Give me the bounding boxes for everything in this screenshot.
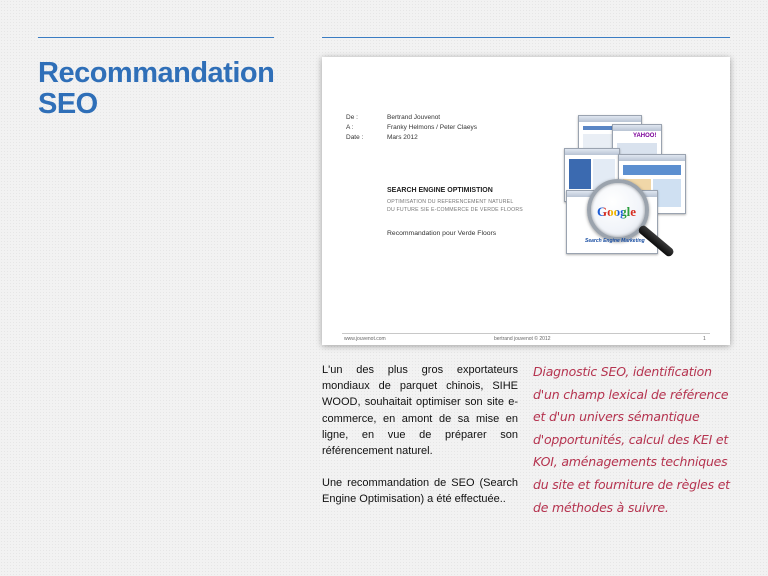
document-footer-copyright: bertrand jouvenot © 2012: [494, 336, 551, 342]
document-page-number: 1: [703, 336, 706, 342]
yahoo-badge: YAHOO!: [633, 133, 657, 139]
description-paragraph: Une recommandation de SEO (Search Engine Optimisation) a été effectuée..: [322, 477, 518, 506]
document-heading: SEARCH ENGINE OPTIMISTION: [387, 187, 493, 194]
highlight-text: Diagnostic SEO, identification d'un champ lexical de référence et d'un univers sémantique d'opportunités, calcul des KEI et KOI, aménagements techniques du site et fourniture de règles et de méthodes à suivre.: [533, 364, 730, 515]
meta-date-value: Mars 2012: [387, 134, 418, 141]
meta-to-value: Franky Helmons / Peter Claeys: [387, 124, 477, 131]
meta-from-label: De :: [346, 114, 358, 121]
divider-left: [38, 37, 274, 38]
document-recommendation: Recommandation pour Verde Floors: [387, 230, 497, 237]
search-engine-marketing-caption: Search Engine Marketing: [585, 238, 645, 244]
google-logo: Google: [597, 204, 636, 219]
document-footer-url: www.jouvenot.com: [344, 336, 386, 342]
divider-right: [322, 37, 730, 38]
seo-illustration: [562, 112, 712, 262]
document-subtitle-2: DU FUTURE SIE E-COMMERCE DE VERDE FLOORS: [387, 207, 523, 213]
meta-to-label: A :: [346, 124, 354, 131]
description-paragraph: L'un des plus gros exportateurs mondiaux de parquet chinois, SIHE WOOD, souhaitait optimiser son site e-commerce, en amont de sa mise en ligne, en vue de préparer son référencement naturel.: [322, 364, 518, 458]
meta-from-value: Bertrand Jouvenot: [387, 114, 441, 121]
document-subtitle-1: OPTIMISATION DU REFERENCEMENT NATUREL: [387, 199, 514, 205]
meta-date-label: Date :: [346, 134, 364, 141]
description-text: [322, 362, 518, 524]
document-preview: [322, 57, 730, 345]
page-title: Recommandation SEO: [38, 57, 275, 120]
document-footer-divider: [342, 333, 710, 334]
